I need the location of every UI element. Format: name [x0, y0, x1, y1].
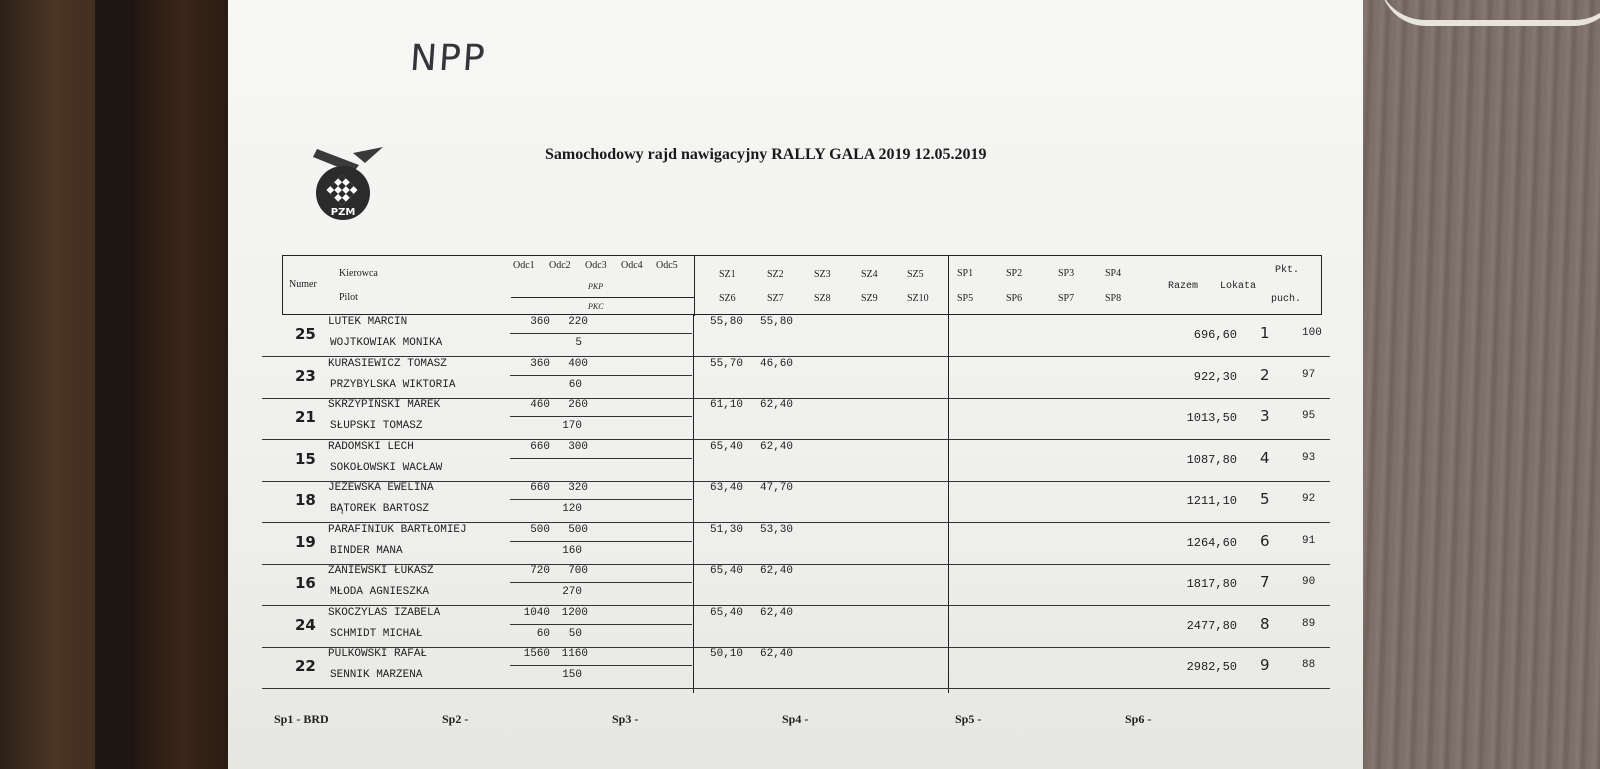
pkp-pkc-divider [510, 665, 692, 666]
header-sz4: SZ4 [861, 269, 878, 280]
rank-value: 7 [1260, 573, 1270, 591]
header-sp6: SP6 [1006, 293, 1023, 304]
row-divider [262, 688, 1330, 689]
odc2-value: 1200 [561, 606, 588, 619]
header-odc2: Odc2 [549, 260, 571, 271]
logo-text: PZM [330, 207, 356, 218]
sz1-value: 50,10 [710, 648, 744, 660]
sz2-value: 53,30 [760, 523, 794, 536]
footer-sp5: Sp5 - [955, 712, 982, 726]
header-odc3: Odc3 [585, 260, 607, 271]
pkc1-value: 60 [536, 627, 550, 640]
rank-value: 4 [1260, 448, 1270, 467]
driver-name: PULKOWSKI RAFAŁ [328, 648, 428, 660]
rank-value: 5 [1260, 490, 1270, 508]
points-value: 95 [1302, 410, 1316, 422]
sz2-value: 62,40 [760, 565, 794, 577]
header-sp4: SP4 [1105, 268, 1122, 279]
total-value: 2982,50 [1186, 660, 1237, 674]
header-sp2: SP2 [1006, 268, 1023, 279]
pzm-logo [313, 143, 383, 223]
page-title: Samochodowy rajd nawigacyjny RALLY GALA 2019 12.05.2019 [545, 146, 987, 163]
header-sz10: SZ10 [907, 293, 929, 304]
footer-sp2: Sp2 - [442, 712, 469, 726]
points-value: 91 [1302, 534, 1316, 547]
desk-surface-right [1360, 0, 1600, 769]
footer-sp4: Sp4 - [782, 712, 809, 726]
copilot-name: MŁODA AGNIESZKA [330, 586, 430, 598]
rank-value: 9 [1260, 656, 1270, 674]
pkc2-value: 150 [562, 669, 582, 681]
odc1-value: 720 [530, 565, 550, 577]
header-pkp: PKP [588, 282, 604, 291]
total-value: 1013,50 [1186, 411, 1237, 425]
table-row [262, 482, 1330, 523]
header-lokata: Lokata [1220, 281, 1257, 292]
driver-name: KURASIEWICZ TOMASZ [328, 357, 447, 370]
rank-value: 8 [1260, 614, 1270, 633]
copilot-name: BINDER MANA [330, 544, 403, 557]
desk-divider [135, 0, 230, 769]
copilot-name: SCHMIDT MICHAŁ [330, 627, 423, 640]
points-value: 100 [1302, 327, 1322, 339]
header-kierowca: Kierowca [339, 268, 378, 279]
row-number: 16 [295, 574, 316, 592]
cable [1380, 0, 1600, 26]
points-value: 90 [1302, 576, 1316, 588]
total-value: 1264,60 [1186, 535, 1237, 550]
points-value: 88 [1302, 659, 1316, 671]
header-pkt: Pkt. [1275, 265, 1300, 276]
odc2-value: 1160 [561, 648, 588, 660]
pkp-pkc-divider [510, 333, 692, 334]
driver-name: ZANIEWSKI ŁUKASZ [328, 565, 434, 577]
row-number: 21 [295, 408, 316, 426]
table-row [262, 648, 1330, 689]
table-row [262, 607, 1330, 648]
row-number: 23 [295, 366, 316, 385]
header-odc5: Odc5 [656, 260, 678, 271]
header-sz8: SZ8 [814, 293, 831, 304]
pkc2-value: 270 [562, 586, 582, 598]
header-sp8: SP8 [1105, 293, 1122, 304]
table-row [262, 441, 1330, 482]
odc2-value: 220 [568, 316, 588, 328]
sz1-value: 65,40 [710, 565, 744, 577]
odc1-value: 460 [530, 399, 550, 411]
pkp-pkc-divider [510, 624, 692, 625]
sz1-value: 55,70 [710, 357, 744, 370]
row-number: 24 [295, 615, 316, 634]
pkp-pkc-divider [510, 375, 692, 376]
header-sz6: SZ6 [719, 293, 736, 304]
pkc2-value: 5 [575, 337, 582, 349]
odc2-value: 260 [568, 399, 588, 411]
pkp-pkc-divider [510, 582, 692, 583]
header-sz3: SZ3 [814, 269, 831, 280]
sz1-value: 51,30 [710, 523, 744, 536]
odc1-value: 1040 [523, 606, 550, 619]
header-razem: Razem [1168, 281, 1199, 292]
header-sz2: SZ2 [767, 269, 784, 280]
sz2-value: 62,40 [760, 648, 794, 660]
footer-sp3: Sp3 - [612, 712, 639, 726]
row-number: 15 [295, 449, 316, 468]
rank-value: 3 [1260, 407, 1270, 425]
header-puch: puch. [1271, 294, 1302, 305]
header-sp1: SP1 [957, 268, 974, 279]
odc2-value: 500 [568, 523, 588, 536]
copilot-name: PRZYBYLSKA WIKTORIA [330, 378, 456, 391]
pkc2-value: 60 [568, 378, 582, 391]
points-value: 97 [1302, 368, 1316, 381]
pkp-pkc-divider [510, 416, 692, 417]
driver-name: SKRZYPIŃSKI MAREK [328, 399, 441, 411]
driver-name: JEŻEWSKA EWELINA [328, 482, 434, 494]
results-table [262, 255, 1330, 693]
total-value: 696,60 [1193, 328, 1237, 342]
sz1-value: 65,40 [710, 440, 744, 453]
rank-value: 2 [1260, 365, 1270, 384]
driver-name: PARAFINIUK BARTŁOMIEJ [328, 523, 467, 536]
pkc2-value: 170 [562, 420, 582, 432]
total-value: 2477,80 [1186, 618, 1237, 633]
table-header [282, 255, 1322, 315]
header-pkc: PKC [588, 302, 604, 311]
sz2-value: 46,60 [760, 357, 794, 370]
desk-edge [95, 0, 135, 769]
points-value: 92 [1302, 493, 1316, 505]
header-pilot: Pilot [339, 292, 358, 303]
points-value: 89 [1302, 617, 1316, 630]
pkp-pkc-divider [510, 499, 692, 500]
header-sz1: SZ1 [719, 269, 736, 280]
row-number: 18 [295, 491, 316, 509]
odc2-value: 400 [568, 357, 588, 370]
table-row [262, 316, 1330, 357]
header-numer: Numer [289, 279, 317, 290]
header-sz9: SZ9 [861, 293, 878, 304]
row-number: 25 [295, 325, 316, 343]
sz2-value: 62,40 [760, 440, 794, 453]
row-number: 19 [295, 532, 316, 551]
header-odc1: Odc1 [513, 260, 535, 271]
copilot-name: SŁUPSKI TOMASZ [330, 420, 423, 432]
odc1-value: 660 [530, 482, 550, 494]
total-value: 1211,10 [1186, 494, 1237, 508]
row-number: 22 [295, 657, 316, 675]
pkp-pkc-divider [510, 458, 692, 459]
copilot-name: SOKOŁOWSKI WACŁAW [330, 461, 443, 474]
sz2-value: 55,80 [760, 316, 794, 328]
header-sp7: SP7 [1058, 293, 1075, 304]
sz1-value: 65,40 [710, 606, 744, 619]
odc2-value: 320 [568, 482, 588, 494]
total-value: 1087,80 [1186, 452, 1237, 467]
sz2-value: 62,40 [760, 606, 794, 619]
handwritten-note: NPP [408, 38, 488, 79]
header-sp3: SP3 [1058, 268, 1075, 279]
footer-sp6: Sp6 - [1125, 712, 1152, 726]
odc1-value: 660 [530, 440, 550, 453]
pkp-pkc-divider [510, 541, 692, 542]
sz1-value: 63,40 [710, 482, 744, 494]
header-sz5: SZ5 [907, 269, 924, 280]
sz1-value: 61,10 [710, 399, 744, 411]
sz2-value: 47,70 [760, 482, 794, 494]
odc1-value: 500 [530, 523, 550, 536]
odc1-value: 360 [530, 316, 550, 328]
table-row [262, 399, 1330, 440]
rank-value: 6 [1260, 531, 1270, 550]
table-row [262, 524, 1330, 565]
driver-name: RADOMSKI LECH [328, 440, 414, 453]
header-odc4: Odc4 [621, 260, 643, 271]
odc2-value: 300 [568, 440, 588, 453]
sz2-value: 62,40 [760, 399, 794, 411]
copilot-name: WOJTKOWIAK MONIKA [330, 337, 443, 349]
footer-sp1: Sp1 - BRD [274, 712, 329, 726]
copilot-name: SENNIK MARZENA [330, 669, 423, 681]
copilot-name: BĄTOREK BARTOSZ [330, 503, 430, 515]
driver-name: LUTEK MARCIN [328, 316, 408, 328]
odc2-value: 700 [568, 565, 588, 577]
points-value: 93 [1302, 451, 1316, 464]
header-sp5: SP5 [957, 293, 974, 304]
sz1-value: 55,80 [710, 316, 744, 328]
rank-value: 1 [1260, 324, 1270, 342]
pkc2-value: 160 [562, 544, 582, 557]
driver-name: SKOCZYLAS IZABELA [328, 606, 441, 619]
odc1-value: 1560 [523, 648, 550, 660]
total-value: 922,30 [1193, 369, 1237, 384]
total-value: 1817,80 [1186, 577, 1237, 591]
pkc2-value: 50 [568, 627, 582, 640]
table-row [262, 358, 1330, 399]
header-sz7: SZ7 [767, 293, 784, 304]
odc1-value: 360 [530, 357, 550, 370]
pkc2-value: 120 [562, 503, 582, 515]
table-row [262, 565, 1330, 606]
